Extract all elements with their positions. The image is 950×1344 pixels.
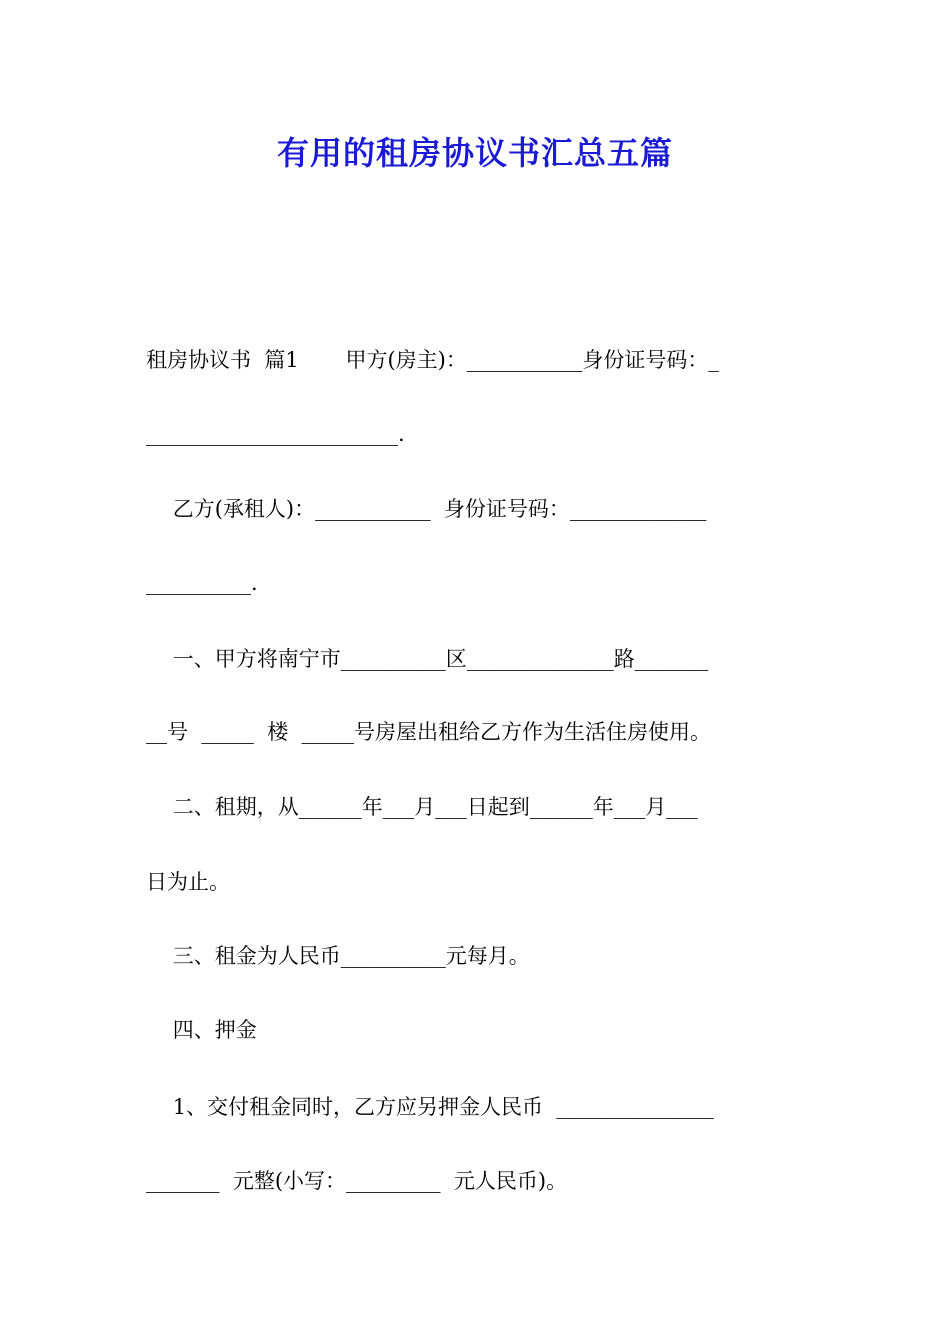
document-title: 有用的租房协议书汇总五篇 xyxy=(276,134,673,172)
text-line-clause-4: 四、押金 xyxy=(146,1018,257,1042)
text-line-party-b-id: __________. xyxy=(146,571,258,595)
text-line-clause-1: 一、甲方将南宁市__________区______________路_______ xyxy=(146,647,709,671)
text-line-party-a: 租房协议书 篇1 甲方(房主)：___________身份证号码：_ xyxy=(146,348,719,372)
text-line-clause-2-cont: 日为止。 xyxy=(146,870,230,894)
text-line-deposit-1: 1、交付租金同时，乙方应另押金人民币 _______________ xyxy=(146,1095,714,1119)
text-line-clause-1-cont: __号 _____ 楼 _____号房屋出租给乙方作为生活住房使用。 xyxy=(146,720,712,744)
text-line-clause-3: 三、租金为人民币__________元每月。 xyxy=(146,944,530,968)
text-line-party-b: 乙方(承租人)：___________ 身份证号码：_____________ xyxy=(146,497,707,521)
text-line-deposit-1-cont: _______ 元整(小写：_________ 元人民币)。 xyxy=(146,1169,568,1193)
text-line-party-a-id: ________________________. xyxy=(146,422,405,446)
text-line-clause-2: 二、租期，从______年___月___日起到______年___月___ xyxy=(146,795,698,819)
